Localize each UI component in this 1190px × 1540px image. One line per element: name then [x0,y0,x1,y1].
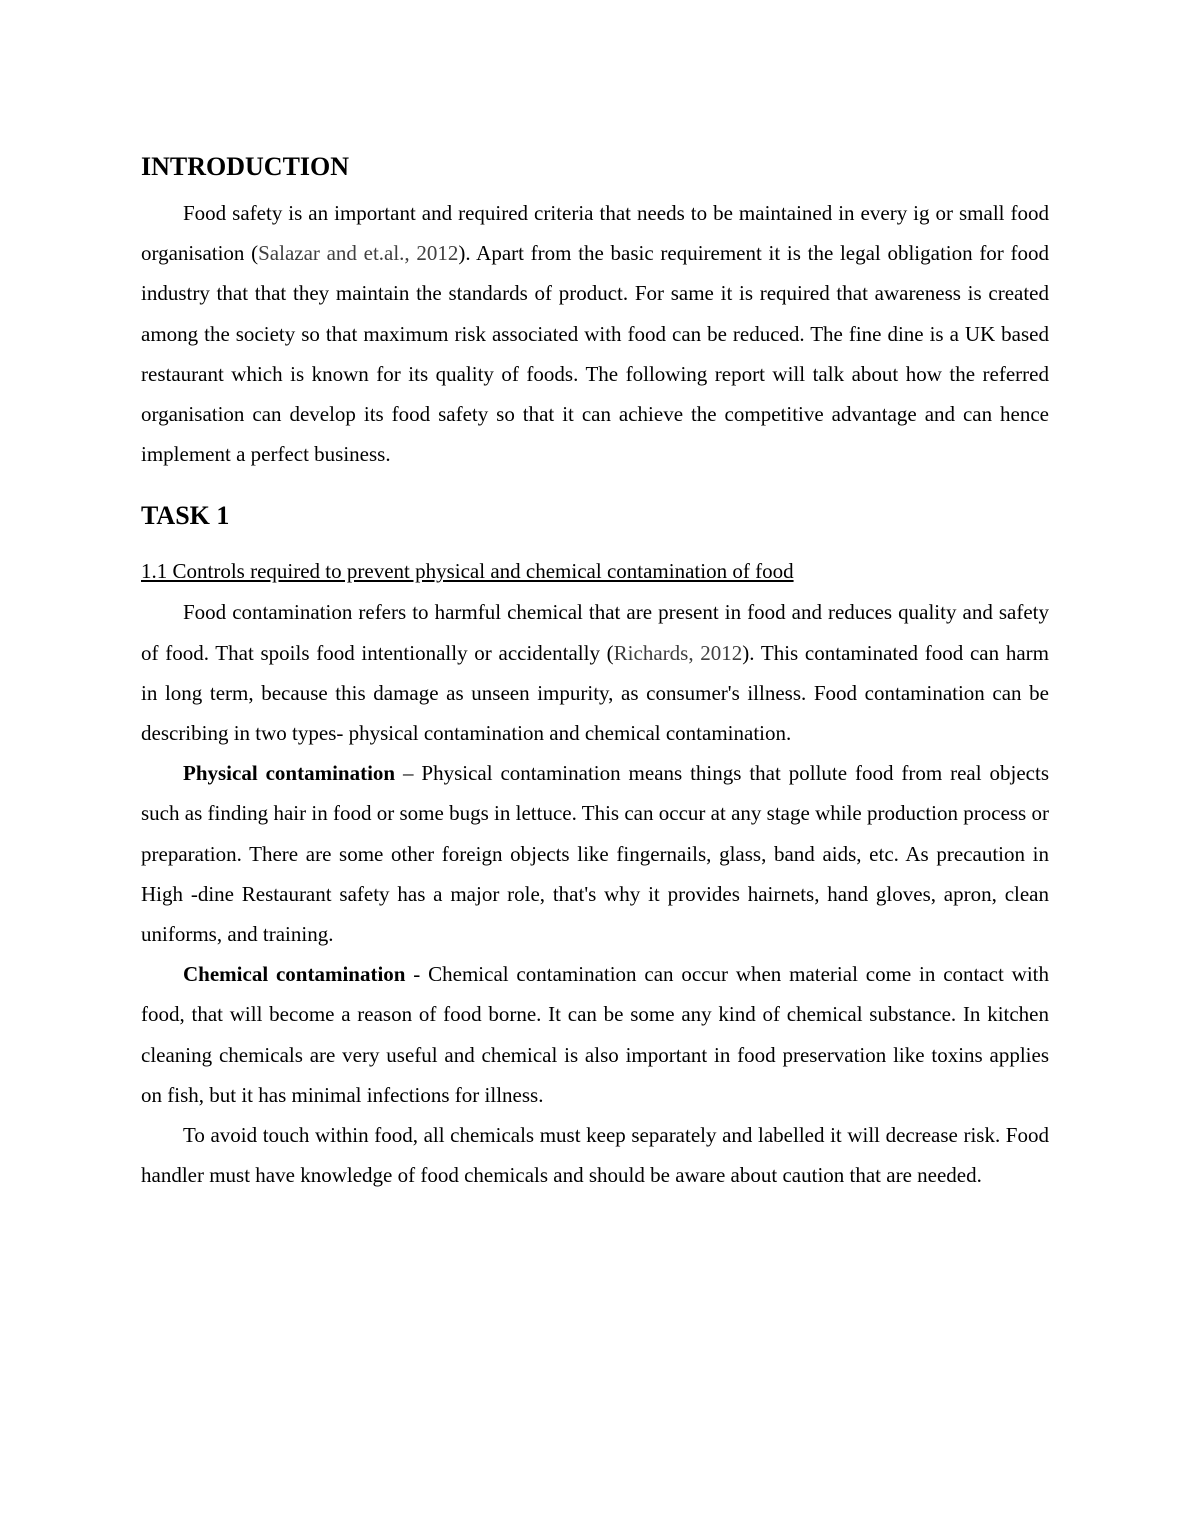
page-content [141,149,1049,1195]
contamination-text-before-citation: Food contamination refers to harmful chemical that are present in food and reduces quality and safety of food. That spoils food intentionally or accidentally ( [141,600,1049,665]
chemical-contamination-paragraph [141,954,1049,1115]
chemical-contamination-text: - Chemical contamination can occur when material come in contact with food, that will become a reason of food borne. It can be some any kind of chemical substance. In kitchen cleaning chemicals are very useful and chemical is also important in food preservation like toxins applies on fish, but it has minimal infections for illness. [141,962,1049,1107]
avoid-contact-text: To avoid touch within food, all chemicals must keep separately and labelled it will decrease risk. Food handler must have knowledge of food chemicals and should be aware about caution that are needed. [141,1123,1049,1188]
food-contamination-paragraph [141,592,1049,753]
task-1-heading: TASK 1 [141,501,230,531]
avoid-contact-paragraph [141,1115,1049,1195]
subsection-1-1-heading: 1.1 Controls required to prevent physical and chemical contamination of food [141,559,794,584]
contamination-citation: Richards, 2012 [613,640,743,665]
intro-text-before-citation: Food safety is an important and required criteria that needs to be maintained in every ig or small food organisation ( [141,201,1049,266]
physical-contamination-text: – Physical contamination means things that pollute food from real objects such as finding hair in food or some bugs in lettuce. This can occur at any stage while production process or preparation. There are some other foreign objects like fingernails, glass, band aids, etc. As precaution in High -dine Restaurant safety has a major role, that's why it provides hairnets, hand gloves, apron, clean uniforms, and training. [141,761,1049,947]
chemical-contamination-term: Chemical contamination [183,962,406,987]
introduction-paragraph [141,193,1049,474]
intro-text-after-citation: ). Apart from the basic requirement it is the legal obligation for food industry that that they maintain the standards of product. For same it is required that awareness is created among the society so that maximum risk associated with food can be reduced. The fine dine is a UK based restaurant which is known for its quality of foods. The following report will talk about how the referred organisation can develop its food safety so that it can achieve the competitive advantage and can hence implement a perfect business. [141,241,1049,467]
physical-contamination-paragraph [141,753,1049,954]
introduction-heading: INTRODUCTION [141,152,350,181]
physical-contamination-term: Physical contamination [183,761,396,786]
contamination-text-after-citation: ). This contaminated food can harm in long term, because this damage as unseen impurity, as consumer's illness. Food contamination can be describing in two types- physical contamination and chemical contamination. [141,640,1049,746]
intro-citation: Salazar and et.al., 2012 [258,241,459,266]
